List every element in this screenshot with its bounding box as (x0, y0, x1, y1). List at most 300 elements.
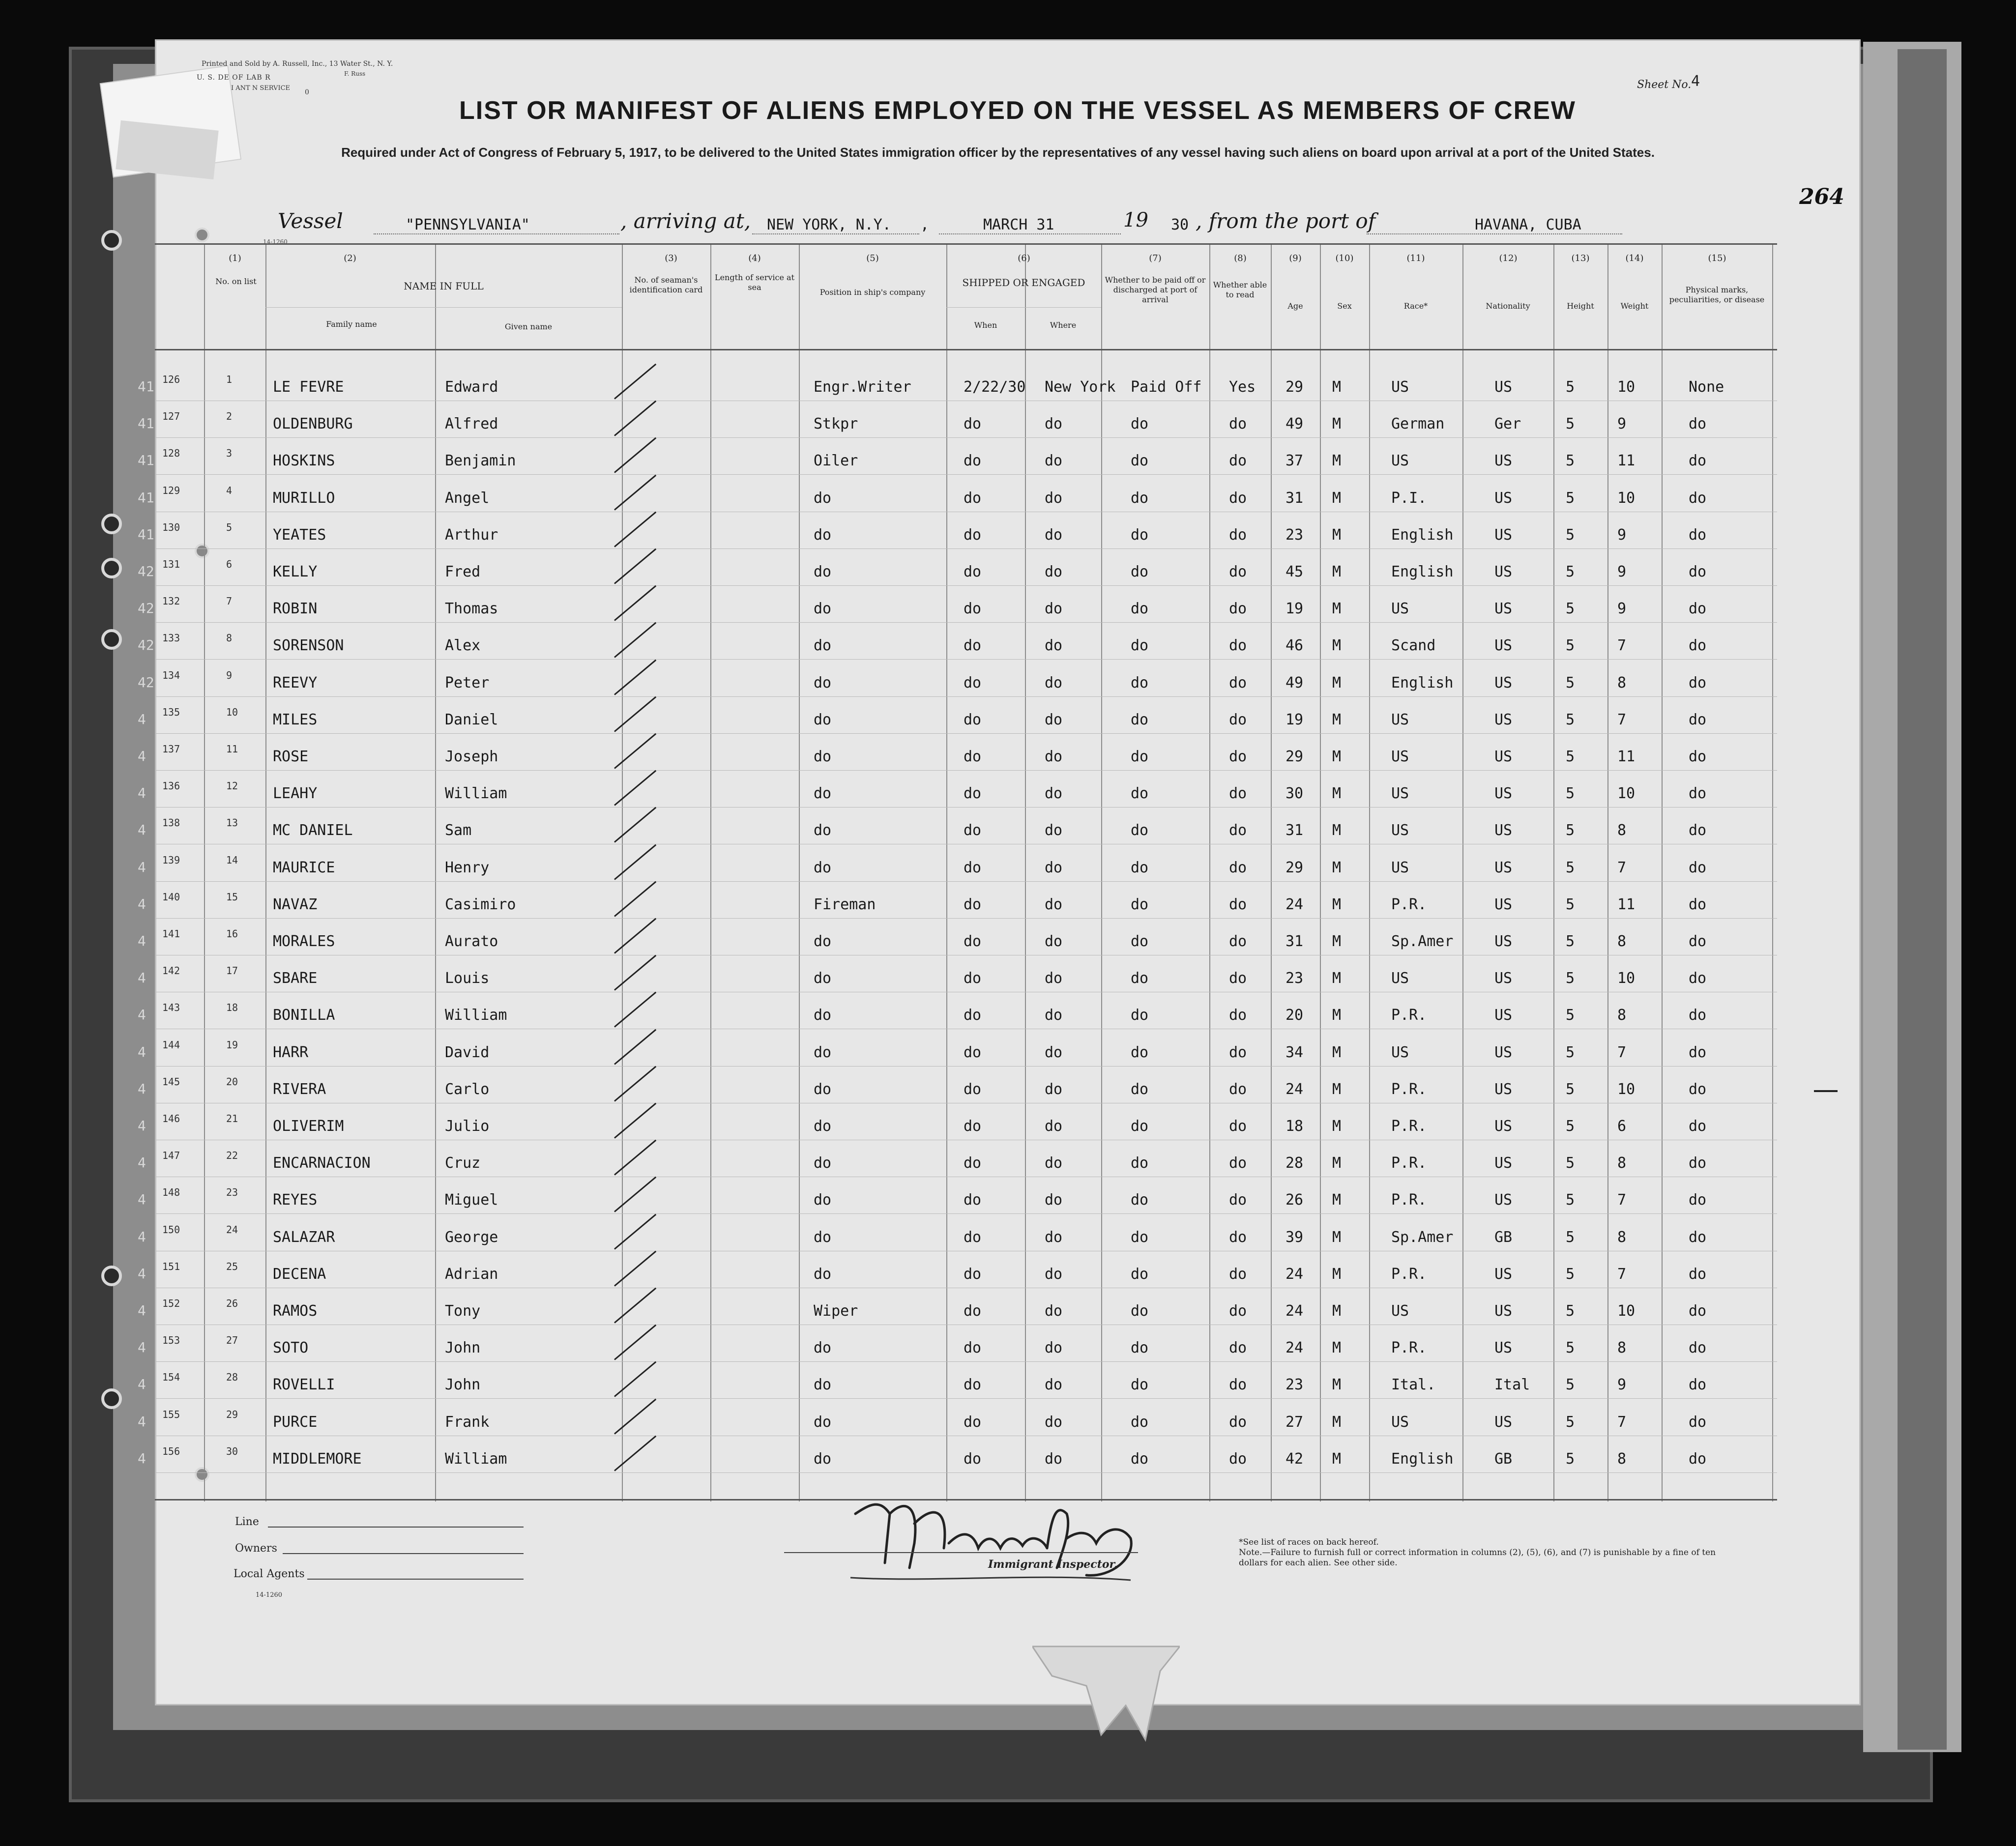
paid-off: do (1131, 674, 1149, 692)
sex: M (1332, 933, 1342, 950)
given-name: Peter (445, 674, 490, 692)
nationality: US (1494, 1043, 1513, 1061)
row-number: 21 (226, 1113, 238, 1125)
form-code: 14-1260 (263, 238, 288, 245)
margin-annotation: 4 (138, 1302, 146, 1319)
nationality: US (1494, 1118, 1513, 1135)
weight: 10 (1617, 785, 1636, 803)
family-name: MILES (273, 711, 318, 728)
row-stamp-number: 130 (162, 521, 180, 533)
sex: M (1332, 563, 1342, 580)
able-to-read: do (1229, 1228, 1247, 1246)
department-fragment: 0 (305, 88, 309, 96)
given-name: William (445, 785, 507, 803)
row-rule (155, 548, 1777, 549)
age: 24 (1286, 895, 1304, 913)
family-name: PURCE (273, 1413, 318, 1431)
row-stamp-number: 138 (162, 817, 180, 829)
column-divider (1271, 243, 1272, 1501)
position: do (814, 1191, 832, 1209)
position: do (814, 1413, 832, 1431)
paid-off: do (1131, 859, 1149, 876)
vessel-label: Vessel (278, 209, 343, 233)
nationality: US (1494, 785, 1513, 803)
able-to-read: do (1229, 600, 1247, 618)
row-number: 13 (226, 817, 238, 829)
position: do (814, 748, 832, 765)
height: 5 (1566, 1007, 1575, 1024)
position: Oiler (814, 452, 858, 470)
row-stamp-number: 139 (162, 854, 180, 866)
row-stamp-number: 142 (162, 965, 180, 977)
row-rule (155, 1213, 1777, 1214)
able-to-read: do (1229, 1154, 1247, 1172)
row-number: 3 (226, 447, 233, 460)
row-stamp-number: 137 (162, 743, 180, 755)
position: do (814, 1265, 832, 1283)
paid-off: do (1131, 748, 1149, 765)
nationality: US (1494, 970, 1513, 987)
age: 49 (1286, 674, 1304, 692)
footer-owners-label: Owners (235, 1542, 277, 1555)
height: 5 (1566, 452, 1575, 470)
column-divider (1025, 243, 1026, 1501)
shipped-when: do (964, 1265, 982, 1283)
given-name: Carlo (445, 1080, 490, 1098)
weight: 8 (1617, 1228, 1627, 1246)
shipped-when: do (964, 637, 982, 655)
nationality: US (1494, 1191, 1513, 1209)
race: US (1391, 822, 1409, 839)
sex: M (1332, 1265, 1342, 1283)
able-to-read: do (1229, 415, 1247, 433)
age: 23 (1286, 1376, 1304, 1394)
race: P.R. (1391, 1191, 1427, 1209)
physical-marks: do (1689, 859, 1707, 876)
height: 5 (1566, 415, 1575, 433)
physical-marks: do (1689, 1413, 1707, 1431)
position: do (814, 600, 832, 618)
row-rule (155, 659, 1777, 660)
row-rule (155, 585, 1777, 586)
family-name: ROBIN (273, 600, 318, 618)
physical-marks: do (1689, 489, 1707, 507)
able-to-read: do (1229, 1302, 1247, 1320)
race: US (1391, 452, 1409, 470)
weight: 8 (1617, 1154, 1627, 1172)
weight: 7 (1617, 859, 1627, 876)
row-number: 29 (226, 1408, 238, 1420)
physical-marks: do (1689, 637, 1707, 655)
col-header-sex: Sex (1337, 301, 1352, 311)
column-divider (1607, 243, 1608, 1501)
physical-marks: do (1689, 415, 1707, 433)
shipped-where: do (1045, 711, 1063, 728)
nationality: US (1494, 489, 1513, 507)
race: Sp.Amer (1391, 1228, 1454, 1246)
height: 5 (1566, 1154, 1575, 1172)
margin-annotation: 4 (138, 1080, 146, 1097)
sex: M (1332, 1007, 1342, 1024)
sex: M (1332, 1450, 1342, 1468)
name-subheader-rule (265, 307, 622, 308)
comma-1: , (920, 216, 930, 233)
shipped-where: do (1045, 563, 1063, 580)
shipped-when: do (964, 563, 982, 580)
nationality: US (1494, 859, 1513, 876)
printer-imprint: Printed and Sold by A. Russell, Inc., 13 Water St., N. Y. (202, 60, 393, 68)
paid-off: do (1131, 895, 1149, 913)
sex: M (1332, 415, 1342, 433)
weight: 10 (1617, 1302, 1636, 1320)
row-number: 10 (226, 706, 238, 718)
age: 24 (1286, 1339, 1304, 1357)
row-rule (155, 881, 1777, 882)
nationality: US (1494, 563, 1513, 580)
row-stamp-number: 146 (162, 1113, 180, 1125)
shipped-where: do (1045, 1043, 1063, 1061)
able-to-read: do (1229, 1007, 1247, 1024)
page-stamp: 264 (1799, 184, 1844, 209)
physical-marks: do (1689, 1228, 1707, 1246)
department-name: U. S. DE OF LAB R (197, 74, 271, 82)
margin-annotation: 4 (138, 711, 146, 727)
paid-off: do (1131, 1376, 1149, 1394)
paid-off: do (1131, 1265, 1149, 1283)
shipped-when: do (964, 1043, 982, 1061)
able-to-read: do (1229, 1043, 1247, 1061)
able-to-read: do (1229, 674, 1247, 692)
race: German (1391, 415, 1445, 433)
position: do (814, 1228, 832, 1246)
inspector-signature (836, 1484, 1170, 1592)
age: 45 (1286, 563, 1304, 580)
paid-off: do (1131, 452, 1149, 470)
paid-off: do (1131, 1339, 1149, 1357)
nationality: US (1494, 452, 1513, 470)
shipped-when: do (964, 970, 982, 987)
row-stamp-number: 141 (162, 928, 180, 940)
family-name: LEAHY (273, 785, 318, 803)
shipped-when: do (964, 1339, 982, 1357)
shipped-when: do (964, 895, 982, 913)
position: do (814, 1043, 832, 1061)
shipped-when: do (964, 1007, 982, 1024)
shipped-when: do (964, 526, 982, 544)
weight: 7 (1617, 1191, 1627, 1209)
shipped-when: do (964, 1450, 982, 1468)
race: US (1391, 970, 1409, 987)
age: 24 (1286, 1302, 1304, 1320)
family-name: OLDENBURG (273, 415, 353, 433)
height: 5 (1566, 378, 1575, 396)
nationality: US (1494, 1265, 1513, 1283)
family-name: OLIVERIM (273, 1118, 344, 1135)
margin-annotation: 4 (138, 1228, 146, 1245)
column-divider (1101, 243, 1102, 1501)
paid-off: do (1131, 1154, 1149, 1172)
margin-annotation: 4 (138, 1339, 146, 1356)
row-number: 4 (226, 484, 233, 496)
row-stamp-number: 153 (162, 1334, 180, 1347)
height: 5 (1566, 526, 1575, 544)
position: do (814, 637, 832, 655)
able-to-read: do (1229, 895, 1247, 913)
note-penalty: Note.—Failure to furnish full or correct information in columns (2), (5), (6), and (7) is punishable by a fine of ten dollars for each alien. See other side. (1239, 1548, 1716, 1568)
shipped-when: do (964, 785, 982, 803)
row-number: 9 (226, 669, 233, 681)
able-to-read: do (1229, 711, 1247, 728)
shipped-when: do (964, 1376, 982, 1394)
given-name: Daniel (445, 711, 498, 728)
row-stamp-number: 133 (162, 632, 180, 644)
weight: 10 (1617, 489, 1636, 507)
shipped-where: do (1045, 1154, 1063, 1172)
shipped-when: do (964, 1413, 982, 1431)
age: 19 (1286, 600, 1304, 618)
column-divider (1553, 243, 1554, 1501)
paid-off: do (1131, 600, 1149, 618)
race: English (1391, 1450, 1454, 1468)
nationality: Ital (1494, 1376, 1530, 1394)
race: P.R. (1391, 1154, 1427, 1172)
position: do (814, 489, 832, 507)
height: 5 (1566, 600, 1575, 618)
margin-annotation: 42 (138, 563, 154, 579)
weight: 7 (1617, 711, 1627, 728)
sex: M (1332, 1154, 1342, 1172)
age: 29 (1286, 378, 1304, 396)
weight: 10 (1617, 378, 1636, 396)
margin-annotation: 4 (138, 1007, 146, 1023)
from-port: HAVANA, CUBA (1475, 216, 1581, 233)
family-name: LE FEVRE (273, 378, 344, 396)
family-name: SBARE (273, 970, 318, 987)
binder-hole (101, 514, 122, 534)
date-dotline (939, 233, 1121, 234)
age: 31 (1286, 933, 1304, 950)
nationality: US (1494, 1302, 1513, 1320)
given-name: John (445, 1339, 481, 1357)
col-header-where: Where (1050, 320, 1077, 330)
physical-marks: do (1689, 748, 1707, 765)
race: US (1391, 785, 1409, 803)
column-divider (265, 243, 266, 1501)
able-to-read: do (1229, 1265, 1247, 1283)
position: Wiper (814, 1302, 858, 1320)
col-header-family: Family name (326, 319, 377, 329)
margin-annotation: 42 (138, 637, 154, 654)
sheet-number-label: Sheet No. (1637, 79, 1692, 91)
height: 5 (1566, 1080, 1575, 1098)
shipped-when: do (964, 1118, 982, 1135)
height: 5 (1566, 674, 1575, 692)
sheet-number: 4 (1691, 73, 1700, 90)
race: P.R. (1391, 1080, 1427, 1098)
physical-marks: do (1689, 1450, 1707, 1468)
height: 5 (1566, 1413, 1575, 1431)
nationality: US (1494, 748, 1513, 765)
sex: M (1332, 600, 1342, 618)
given-name: Henry (445, 859, 490, 876)
shipped-when: do (964, 711, 982, 728)
position: Engr.Writer (814, 378, 911, 396)
row-number: 30 (226, 1445, 238, 1457)
position: do (814, 1118, 832, 1135)
shipped-when: do (964, 1154, 982, 1172)
col-number: (15) (1708, 253, 1726, 263)
col-header-position: Position in ship's company (819, 288, 926, 297)
sex: M (1332, 1413, 1342, 1431)
paid-off: do (1131, 1450, 1149, 1468)
footer-agents-rule (307, 1579, 524, 1580)
sex: M (1332, 1376, 1342, 1394)
row-stamp-number: 140 (162, 891, 180, 903)
position: do (814, 674, 832, 692)
margin-annotation: 4 (138, 1450, 146, 1467)
shipped-where: do (1045, 895, 1063, 913)
margin-dash-mark (1814, 1090, 1838, 1092)
race: P.R. (1391, 1007, 1427, 1024)
age: 42 (1286, 1450, 1304, 1468)
row-number: 14 (226, 854, 238, 866)
height: 5 (1566, 1043, 1575, 1061)
footer-line-rule (268, 1527, 524, 1528)
shipped-where: New York (1045, 378, 1116, 396)
margin-annotation: 4 (138, 1413, 146, 1430)
nationality: Ger (1494, 415, 1521, 433)
margin-annotation: 4 (138, 1154, 146, 1171)
weight: 8 (1617, 822, 1627, 839)
shipped-where: do (1045, 1450, 1063, 1468)
able-to-read: do (1229, 1339, 1247, 1357)
physical-marks: do (1689, 1007, 1707, 1024)
family-name: RAMOS (273, 1302, 318, 1320)
row-number: 22 (226, 1150, 238, 1162)
sex: M (1332, 452, 1342, 470)
column-divider (799, 243, 800, 1501)
header-bottom-rule (155, 349, 1777, 350)
row-number: 28 (226, 1371, 238, 1384)
paid-off: do (1131, 711, 1149, 728)
family-name: SOTO (273, 1339, 309, 1357)
shipped-where: do (1045, 489, 1063, 507)
shipped-where: do (1045, 1265, 1063, 1283)
margin-annotation: 4 (138, 933, 146, 949)
col-header-given: Given name (504, 322, 553, 331)
given-name: Alex (445, 637, 481, 655)
row-number: 23 (226, 1186, 238, 1199)
nationality: US (1494, 822, 1513, 839)
able-to-read: do (1229, 933, 1247, 950)
physical-marks: do (1689, 563, 1707, 580)
nationality: US (1494, 1080, 1513, 1098)
row-stamp-number: 127 (162, 410, 180, 423)
note-races: *See list of races on back hereof. (1239, 1537, 1379, 1547)
col-header-height: Height (1567, 301, 1594, 311)
weight: 6 (1617, 1118, 1627, 1135)
family-name: BONILLA (273, 1007, 335, 1024)
able-to-read: do (1229, 489, 1247, 507)
paid-off: do (1131, 1228, 1149, 1246)
race: US (1391, 859, 1409, 876)
race: US (1391, 1413, 1409, 1431)
race: English (1391, 674, 1454, 692)
shipped-when: do (964, 748, 982, 765)
able-to-read: Yes (1229, 378, 1256, 396)
race: Scand (1391, 637, 1436, 655)
height: 5 (1566, 933, 1575, 950)
race: US (1391, 748, 1409, 765)
footer-owners-rule (283, 1553, 524, 1554)
family-name: KELLY (273, 563, 318, 580)
col-header-when: When (974, 320, 997, 330)
col-header-physical: Physical marks, peculiarities, or disease (1669, 285, 1765, 304)
vessel-dotline (374, 233, 619, 234)
physical-marks: do (1689, 1191, 1707, 1209)
able-to-read: do (1229, 859, 1247, 876)
page-title: LIST OR MANIFEST OF ALIENS EMPLOYED ON THE VESSEL AS MEMBERS OF CREW (459, 96, 1576, 125)
family-name: YEATES (273, 526, 326, 544)
physical-marks: do (1689, 822, 1707, 839)
position: do (814, 933, 832, 950)
position: do (814, 1450, 832, 1468)
nationality: US (1494, 637, 1513, 655)
paid-off: do (1131, 1007, 1149, 1024)
arrival-date: MARCH 31 (983, 216, 1054, 233)
family-name: ROVELLI (273, 1376, 335, 1394)
col-number: (13) (1571, 253, 1590, 263)
col-header-race: Race* (1403, 301, 1428, 311)
shipped-where: do (1045, 674, 1063, 692)
family-name: MORALES (273, 933, 335, 950)
service-name: I ANT N SERVICE (231, 85, 291, 92)
sex: M (1332, 895, 1342, 913)
height: 5 (1566, 895, 1575, 913)
weight: 8 (1617, 674, 1627, 692)
margin-annotation: 4 (138, 859, 146, 875)
given-name: Alfred (445, 415, 498, 433)
vessel-name: "PENNSYLVANIA" (406, 216, 530, 233)
physical-marks: do (1689, 711, 1707, 728)
given-name: Aurato (445, 933, 498, 950)
paid-off: do (1131, 637, 1149, 655)
column-divider (1320, 243, 1321, 1501)
sex: M (1332, 785, 1342, 803)
sex: M (1332, 1043, 1342, 1061)
row-number: 5 (226, 521, 233, 533)
age: 39 (1286, 1228, 1304, 1246)
height: 5 (1566, 1376, 1575, 1394)
footer-form-code: 14-1260 (256, 1591, 283, 1599)
given-name: Casimiro (445, 895, 516, 913)
age: 26 (1286, 1191, 1304, 1209)
age: 49 (1286, 415, 1304, 433)
position: do (814, 711, 832, 728)
row-stamp-number: 147 (162, 1150, 180, 1162)
row-stamp-number: 152 (162, 1298, 180, 1309)
row-number: 2 (226, 410, 233, 423)
col-header-age: Age (1287, 301, 1303, 311)
weight: 9 (1617, 526, 1627, 544)
col-header-no: No. on list (215, 277, 257, 286)
margin-annotation: 41 (138, 489, 154, 506)
row-number: 11 (226, 743, 238, 755)
position: do (814, 1007, 832, 1024)
footer-agents-label: Local Agents (234, 1568, 305, 1580)
age: 29 (1286, 859, 1304, 876)
row-stamp-number: 134 (162, 669, 180, 681)
